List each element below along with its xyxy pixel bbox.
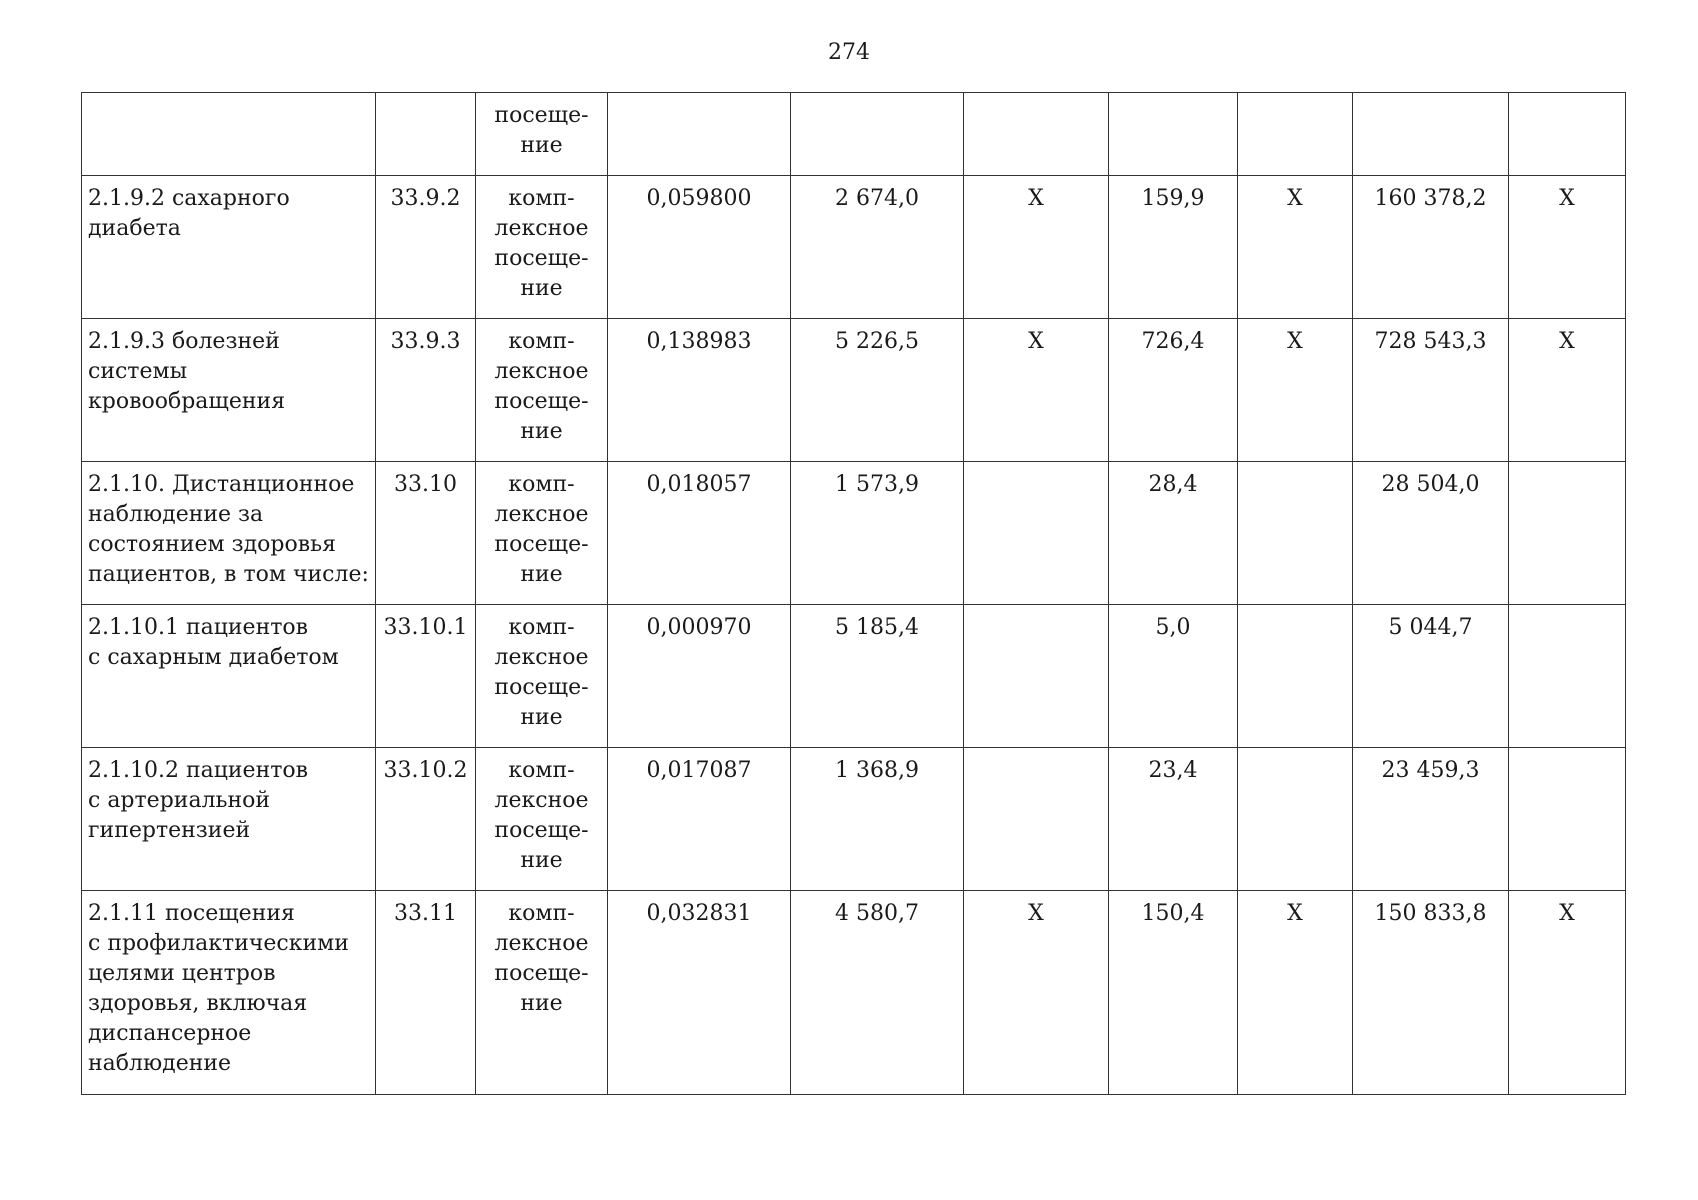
name-text: 2.1.11 посещения [88, 901, 295, 926]
name-text: наблюдение за [88, 502, 264, 527]
unit-text: лексное [494, 931, 589, 956]
row-unit-cell [476, 605, 608, 748]
row-unit-cell [476, 891, 608, 1095]
indicators-table [81, 92, 1626, 1095]
row-name-cell [82, 462, 376, 605]
row-code-cell [376, 93, 476, 176]
unit-text: ние [520, 705, 563, 730]
table-cell: 5,0 [1109, 605, 1238, 748]
unit-text: посеще- [494, 389, 589, 414]
row-unit-cell [476, 93, 608, 176]
table-cell [791, 93, 964, 176]
unit-text: комп- [508, 901, 575, 926]
table-cell [1238, 462, 1353, 605]
table-cell: 4 580,7 [791, 891, 964, 1095]
unit-text: комп- [508, 615, 575, 640]
table-cell: 150 833,8 [1353, 891, 1509, 1095]
unit-text: лексное [494, 359, 589, 384]
page-number: 274 [828, 40, 870, 65]
table-cell: Х [1509, 891, 1626, 1095]
table-cell [1509, 462, 1626, 605]
name-text: 2.1.10.1 пациентов [88, 615, 309, 640]
name-text: кровообращения [88, 389, 286, 414]
table-cell: 1 368,9 [791, 748, 964, 891]
unit-text: лексное [494, 788, 589, 813]
name-text: пациентов, в том числе: [88, 562, 369, 587]
unit-text: комп- [508, 758, 575, 783]
name-text: 2.1.9.3 болезней [88, 329, 280, 354]
table-cell: 5 226,5 [791, 319, 964, 462]
table-cell [1353, 93, 1509, 176]
row-unit-cell [476, 319, 608, 462]
table-row [82, 462, 1626, 605]
unit-text: посеще- [494, 675, 589, 700]
table-cell [964, 462, 1109, 605]
row-name-cell [82, 891, 376, 1095]
table-cell [964, 748, 1109, 891]
unit-text: ние [520, 419, 563, 444]
unit-text: лексное [494, 502, 589, 527]
row-name-cell [82, 748, 376, 891]
table-row [82, 891, 1626, 1095]
unit-text: посеще- [494, 103, 589, 128]
table-cell: 0,059800 [608, 176, 791, 319]
table-cell: 5 044,7 [1353, 605, 1509, 748]
table-cell [1509, 93, 1626, 176]
table-cell [1238, 93, 1353, 176]
name-text: с профилактическими [88, 931, 349, 956]
table-row [82, 176, 1626, 319]
table-cell: 0,032831 [608, 891, 791, 1095]
row-name-cell [82, 319, 376, 462]
unit-text: посеще- [494, 532, 589, 557]
table-cell: 1 573,9 [791, 462, 964, 605]
name-text: диабета [88, 216, 181, 241]
table-cell: Х [1238, 319, 1353, 462]
table-cell: Х [964, 319, 1109, 462]
table-cell: 726,4 [1109, 319, 1238, 462]
unit-text: ние [520, 133, 563, 158]
table-cell: Х [964, 176, 1109, 319]
unit-text: комп- [508, 472, 575, 497]
unit-text: посеще- [494, 961, 589, 986]
table-cell: 0,138983 [608, 319, 791, 462]
row-name-cell [82, 93, 376, 176]
table-cell: 160 378,2 [1353, 176, 1509, 319]
table-cell: Х [964, 891, 1109, 1095]
name-text: наблюдение [88, 1051, 232, 1076]
name-text: гипертензией [88, 818, 251, 843]
name-text: 2.1.10. Дистанционное [88, 472, 355, 497]
table-cell: Х [1238, 176, 1353, 319]
table-cell: 5 185,4 [791, 605, 964, 748]
table-cell: 150,4 [1109, 891, 1238, 1095]
table-cell [1238, 748, 1353, 891]
table-cell [1509, 605, 1626, 748]
table-cell: Х [1509, 319, 1626, 462]
unit-text: посеще- [494, 818, 589, 843]
table-cell [1238, 605, 1353, 748]
unit-text: посеще- [494, 246, 589, 271]
table-cell [608, 93, 791, 176]
row-code-cell: 33.10.1 [376, 605, 476, 748]
table-cell: 28,4 [1109, 462, 1238, 605]
table-cell: 23 459,3 [1353, 748, 1509, 891]
name-text: с сахарным диабетом [88, 645, 339, 670]
name-text: целями центров [88, 961, 276, 986]
row-code-cell: 33.9.2 [376, 176, 476, 319]
table-cell: 23,4 [1109, 748, 1238, 891]
row-unit-cell [476, 176, 608, 319]
table-row [82, 605, 1626, 748]
table-cell [1109, 93, 1238, 176]
unit-text: ние [520, 848, 563, 873]
unit-text: лексное [494, 216, 589, 241]
table-row [82, 748, 1626, 891]
table-cell: 159,9 [1109, 176, 1238, 319]
table-cell: 0,017087 [608, 748, 791, 891]
name-text: с артериальной [88, 788, 271, 813]
table-cell [964, 605, 1109, 748]
row-code-cell: 33.9.3 [376, 319, 476, 462]
row-name-cell [82, 176, 376, 319]
unit-text: ние [520, 276, 563, 301]
table-cell: Х [1238, 891, 1353, 1095]
name-text: диспансерное [88, 1021, 252, 1046]
unit-text: ние [520, 562, 563, 587]
table-cell: Х [1509, 176, 1626, 319]
table-cell: 28 504,0 [1353, 462, 1509, 605]
table-cell: 2 674,0 [791, 176, 964, 319]
unit-text: комп- [508, 186, 575, 211]
row-unit-cell [476, 462, 608, 605]
table-cell: 728 543,3 [1353, 319, 1509, 462]
name-text: системы [88, 359, 188, 384]
name-text: 2.1.9.2 сахарного [88, 186, 290, 211]
table-cell: 0,018057 [608, 462, 791, 605]
unit-text: лексное [494, 645, 589, 670]
row-code-cell: 33.10.2 [376, 748, 476, 891]
table-cell [964, 93, 1109, 176]
name-text: здоровья, включая [88, 991, 308, 1016]
table-cell: 0,000970 [608, 605, 791, 748]
name-text: состоянием здоровья [88, 532, 336, 557]
table-row [82, 319, 1626, 462]
table-cell [1509, 748, 1626, 891]
row-unit-cell [476, 748, 608, 891]
unit-text: комп- [508, 329, 575, 354]
row-code-cell: 33.11 [376, 891, 476, 1095]
unit-text: ние [520, 991, 563, 1016]
row-name-cell [82, 605, 376, 748]
name-text: 2.1.10.2 пациентов [88, 758, 309, 783]
row-code-cell: 33.10 [376, 462, 476, 605]
table-row [82, 93, 1626, 176]
